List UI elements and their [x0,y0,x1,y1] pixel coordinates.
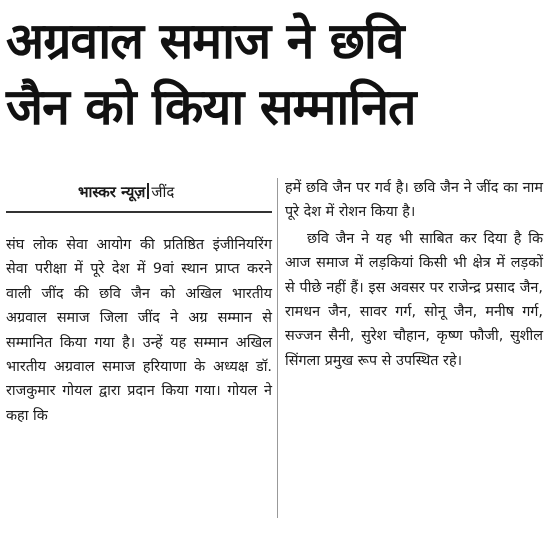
article-paragraph-1: संघ लोक सेवा आयोग की प्रतिष्ठित इंजीनियरिंग सेवा परीक्षा में पूरे देश में 9वां स्थान प्राप्त करने वाली जींद की छवि जैन को अखिल भारतीय अग्रवाल समाज जिला जींद ने अग्र सम्मान से सम्मानित किया गया है। उन्हें यह सम्मान अखिल भारतीय अग्रवाल समाज हरियाणा के अध्यक्ष डॉ. राजकुमार गोयल द्वारा प्रदान किया गया। गोयल ने कहा कि [6,237,272,424]
headline-line-1: अग्रवाल समाज ने छवि [6,12,404,70]
article-column-right [285,176,543,373]
article-paragraph-3: छवि जैन ने यह भी साबित कर दिया है कि आज समाज में लड़कियां किसी भी क्षेत्र में लड़कों से पीछे नहीं हैं। इस अवसर पर राजेन्द्र प्रसाद जैन, रामधन जैन, सावर गर्ग, सोनू जैन, मनीष गर्ग, सज्जन सैनी, सुरेश चौहान, कृष्ण फौजी, सुशील सिंगला प्रमुख रूप से उपस्थित रहे। [285,230,543,369]
headline-line-2: जैन को किया सम्मानित [6,78,416,136]
headline [6,8,546,140]
byline-rule [6,211,272,213]
byline-separator [147,183,149,199]
byline-city: जींद [151,183,175,201]
article-column-left [6,233,272,428]
column-divider [277,178,278,518]
article-paragraph-2: हमें छवि जैन पर गर्व है। छवि जैन ने जींद का नाम पूरे देश में रोशन किया है। [285,180,543,221]
byline [78,182,174,202]
byline-source: भास्कर न्यूज़ [78,183,146,201]
